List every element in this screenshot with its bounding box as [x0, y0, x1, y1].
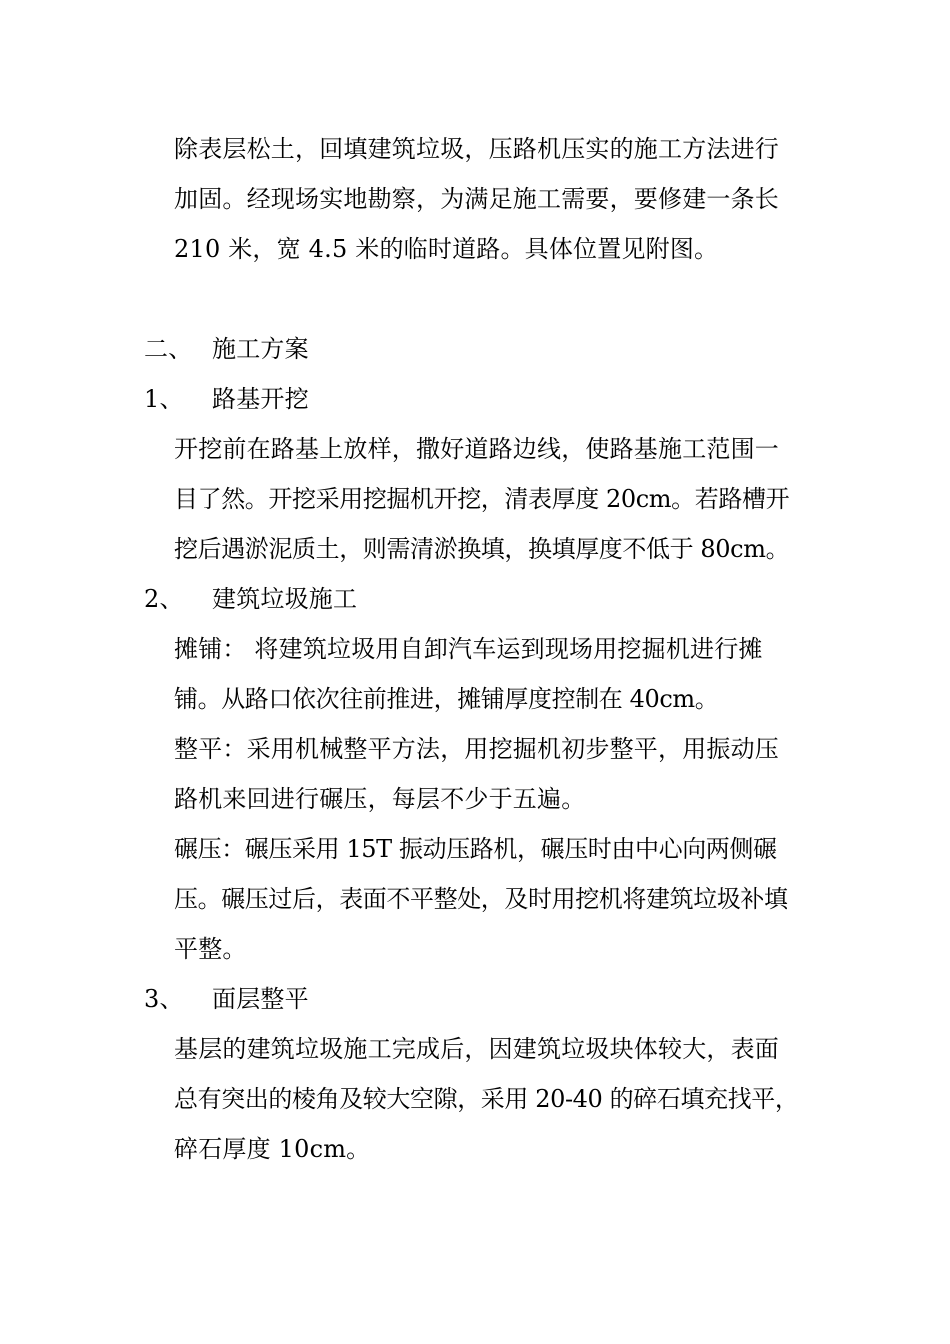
section-number: 二、: [144, 335, 193, 363]
item-title: 路基开挖: [212, 385, 309, 413]
item-paragraph-line: 碾压：碾压采用 15T 振动压路机，碾压时由中心向两侧碾: [174, 835, 777, 863]
item-number: 1、: [144, 385, 184, 413]
item-paragraph-line: 基层的建筑垃圾施工完成后，因建筑垃圾块体较大，表面: [174, 1035, 779, 1063]
item-paragraph-line: 平整。: [174, 935, 247, 963]
item-paragraph-line: 压。碾压过后，表面不平整处，及时用挖机将建筑垃圾补填: [174, 885, 788, 913]
item-paragraph-line: 碎石厚度 10cm。: [174, 1135, 371, 1163]
item-paragraph-line: 总有突出的棱角及较大空隙，采用 20-40 的碎石填充找平，: [174, 1085, 799, 1113]
section-title: 施工方案: [212, 335, 309, 363]
intro-line: 加固。经现场实地勘察，为满足施工需要，要修建一条长: [174, 185, 779, 213]
item-title: 面层整平: [212, 985, 309, 1013]
item-paragraph-line: 铺。从路口依次往前推进，摊铺厚度控制在 40cm。: [174, 685, 719, 713]
item-paragraph-line: 目了然。开挖采用挖掘机开挖，清表厚度 20cm。若路槽开: [174, 485, 790, 513]
item-paragraph-line: 整平：采用机械整平方法，用挖掘机初步整平，用振动压: [174, 735, 779, 763]
intro-line: 除表层松土，回填建筑垃圾，压路机压实的施工方法进行: [174, 135, 779, 163]
item-paragraph-line: 挖后遇淤泥质土，则需清淤换填，换填厚度不低于 80cm。: [174, 535, 790, 563]
item-paragraph-line: 开挖前在路基上放样，撒好道路边线，使路基施工范围一: [174, 435, 779, 463]
item-number: 2、: [144, 585, 184, 613]
item-paragraph-line: 路机来回进行碾压，每层不少于五遍。: [174, 785, 586, 813]
item-title: 建筑垃圾施工: [212, 585, 358, 613]
intro-line: 210 米，宽 4.5 米的临时道路。具体位置见附图。: [174, 235, 719, 263]
item-paragraph-line: 摊铺： 将建筑垃圾用自卸汽车运到现场用挖掘机进行摊: [174, 635, 763, 663]
item-number: 3、: [144, 985, 184, 1013]
